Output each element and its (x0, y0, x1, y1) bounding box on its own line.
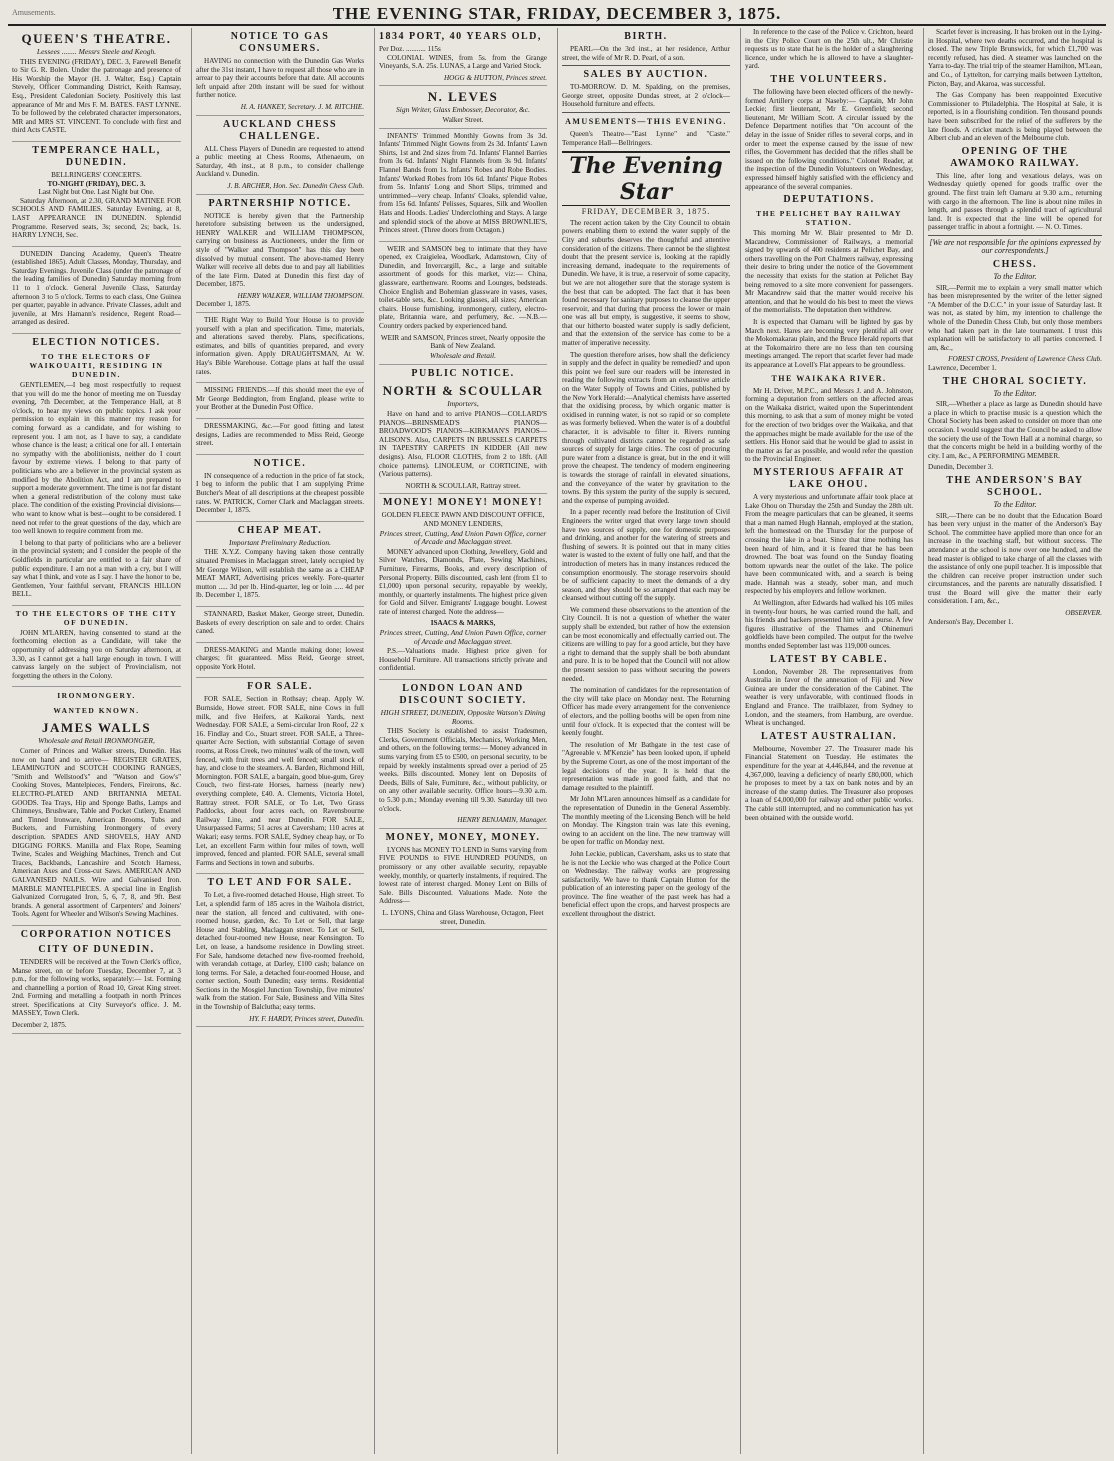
ad-port-wine (379, 31, 547, 86)
pressmaking-body: DRESS-MAKING and Mantle making done; lowest charges; fit guaranteed. Miss Reid, George street, opposite York Hotel. (196, 645, 364, 671)
column-4 (557, 28, 734, 1454)
divider (562, 65, 730, 66)
temperance-body: Saturday Afternoon, at 2.30, GRAND MATINEE FOR SCHOOLS AND FAMILIES. Saturday Evening, at 8, LAST APPEARANCE IN DUNEDIN. Splendid Programme. Reserved seats, 3s; second, 2s; back, 1s. HARRY LYNCH, Sec. (12, 196, 181, 240)
last-night-line: Last Night but One. Last Night but One. (38, 188, 155, 197)
ad-north-scoullar (379, 368, 547, 494)
leader-paragraph-1: The recent action taken by the City Council to obtain powers enabling them to extend the water supply of the City and suburbs deserves the thoughtful and attentive consideration of the citizens. There cannot be the slightest doubt that the present service is, looking at the rapidly increasing demand, inadequate to the requirements of Dunedin. We have, it is true, a reservoir of some capacity, but we are not altogether sure that the storage system is the best that can be adopted. The fact that it has been found necessary for sanitary purposes to cleanse the upper reservoir, and that during that process the lower or main one was all but empty, is suggestive, it seems to show, that our hitherto boasted water supply is sadly deficient, and that the extension of the service has come to be a matter of imperative necessity. (562, 218, 730, 348)
queens-lessee: Lessees ........ Messrs Steele and Keogh. (36, 47, 157, 56)
loan-body: THIS Society is established to assist Tradesmen, Clerks, Government Officials, Mechanics, Working Men, and others, on the following terms:— Money advanced in sums varying from £5 to £500, on personal security, to be repaid by weekly instalments spread over a period of 25 weeks. Bills discounted. Money lent on Deposits of Deeds, Bills of Sale, Furniture, &c., without publicity, or on any other available security. Office hours—9.30 a.m. to 5.30 p.m.; Monday evening till 9.30. Saturday till two o'clock. (379, 727, 547, 813)
ad-for-sale (196, 681, 364, 874)
anderson-heading: THE ANDERSON'S BAY SCHOOL. (946, 474, 1084, 498)
chess-letter-place: Lawrence, December 1. (928, 364, 997, 372)
leader-paragraph-2: The question therefore arises, how shall the deficiency in supply and the defect in quality be remedied? and upon this point we feel sure our readers will be interested in reading the following extracts from an exhaustive article on the Water Supply of Towns and Cities, published by the New York Herald:—Analytical chemists have asserted that the oxidising process, by which organic matter is oxidised in running water, is not so rapid or so complete as was formerly believed. When the water is of a doubtful character, it is advisable to filter it. Rivers running through cultivated districts cannot be regarded as safe sources of supply for large cities. The cost of procuring pure water from a distance is great, but in the end it will prove the cheapest. The tendency of modern engineering is towards the storage of rainfall in elevated situations, and the conveyance of the water by gravitation to the towns. By this system the purity of the supply is secured, and the expense of pumping avoided. (562, 350, 730, 505)
amusements-heading: AMUSEMENTS—THIS EVENING. (565, 116, 727, 126)
pelichet-heading: THE PELICHET BAY RAILWAY STATION. (756, 209, 902, 228)
ad-dancing-academy (12, 250, 181, 334)
valuations: P.S.—Valuations made. Highest price given for Household Furniture. All transactions strictly private and confidential. (379, 647, 547, 673)
ad-to-let (196, 877, 364, 1027)
correspondence-disclaimer: [We are not responsible for the opinions expressed by our correspondents.] (929, 237, 1101, 256)
choral-heading: THE CHORAL SOCIETY. (942, 375, 1088, 387)
column-3 (374, 28, 551, 1454)
ad-cheap-meat (196, 525, 364, 607)
hogg-hutton: HOGG & HUTTON, Princes street. (443, 73, 547, 82)
awamoko-body: This line, after long and vexatious delays, was on Wednesday quietly opened for goods traffic over the ground. The first train left Oamaru at 9.30 a.m., returning with cargo in the afternoon. The line is about nine miles in length, and passes through a splendid tract of agricultural land. It is expected that the line will be opened for passenger traffic in about a fortnight. — N. O. Times. (928, 171, 1102, 232)
port-price: Per Doz. ........... 115s (379, 45, 441, 53)
scarlet-fever-paragraph: Scarlet fever is increasing. It has broken out in the Lying-in Hospital, where two deaths occurred, and the hospital is closed. The new Triple Brunswick, for which £1,700 was recently refused, has died. A steamer was launched on the Yarra to-day. The trial trip of the steamer Hamilton, M'Lean, and Co., of Lyttelton, for carrying mails between Lyttelton, Picton, Bay, and Akaroa, was successful. (928, 28, 1103, 88)
ad-missing-friends (196, 386, 364, 419)
scarlet-fever-paragraph-2: The Gas Company has been reappointed Executive Commissioner to Philadelphia. The Hospital at Sale, it is reported, is in a flourishing condition. Ten thousand pounds have been subscribed for the relief of the sufferers by the late floods. A cricket match is being played between the Albert club and an eleven of the Melbourne club. (928, 91, 1102, 143)
loan-heading: LONDON LOAN AND DISCOUNT SOCIETY. (399, 683, 527, 707)
leader-paragraph-8: John Leckie, publican, Caversham, asks us to state that he is not the Leckie who was charged at the Police Court on Wednesday. The railway works are progressing satisfactorily. We have to thank Captain Hutton for the publication of an interesting paper on the geology of the province. The fine weather of the past week has had a beneficial effect upon the crops, and harvest prospects are excellent throughout the district. (562, 849, 730, 919)
weir-body: WEIR and SAMSON beg to intimate that they have opened, ex Craigielea, Woodlark, Adamstown, City of Dunedin, and Invercargill, &c., a large and suitable assortment of goods for this market, viz:— China, glassware, earthenware. Rooms and Lounges, bedsteads. Choice English and Bohemian glassware in vases, vases, toilet-table sets, &c. Looking glasses, all sizes; American chairs. House furnishing, ironmongery, cutlery, electro-plate, Britannia ware, and perfumery, &c. —N.B.—Country orders packed by experienced hand. (379, 244, 547, 331)
partnership-heading: PARTNERSHIP NOTICE. (208, 197, 352, 209)
ad-dressmaking (196, 422, 364, 455)
marks-name: ISAACS & MARKS, (430, 619, 496, 628)
loan-address: HIGH STREET, DUNEDIN, Opposite Watson's Dining Rooms. (380, 708, 546, 726)
queens-heading: QUEEN'S THEATRE. (21, 31, 172, 46)
walls-body: Corner of Princes and Walker streets, Dunedin. Has now on hand and to arrive— REGISTER GRATES, LEAMINGTON and SCOTCH COOKING RANGES, "Smith and Wellstood's" and "Watson and Gow's" Cooking Stoves, Mantelpieces, Fenders, Fireirons, &c. ELECTRO-PLATED AND BRITANNIA METAL GOODS. Tea Trays, Hip and Sponge Baths, Lamps and Chimneys, Brushware, Table and Pocket Cutlery, Enamel and Tinned Ironware, American Brooms, Tubs and Buckets, and Furnishing Ironmongery of every description. SPADES AND SHOVELS, HAY AND DIGGING FORKS. Manilla and Flax Rope, Seaming Twine, Scales and Weighing Machines, Trench and Cut Traces, Backbands, Lancashire and Scotch Harness, American Axes and Cross-cut Saws. AMERICAN AND GALVANISED NAILS. Wire and Galvanised Iron. MARBLE MANTELPIECES. A special line in English Galvanized Corrugated Iron, 5, 6, 7, 8, and 9ft. Best brands. A general assortment of Carpenters' and Joiners' Tools. Agent for Wheeler and Wilson's Sewing Machines. (12, 747, 181, 919)
gas-signature: H. A. HANKEY, Secretary. J. M. RITCHIE. (240, 102, 364, 111)
let-signature: HY. F. HARDY, Princes street, Dunedin. (249, 1014, 364, 1023)
partnership-body: NOTICE is hereby given that the Partnership heretofore subsisting between us the undersigned, HENRY WALKER and WILLIAM THOMPSON, carrying on business as Auctioneers, under the firm or style of "Walker and Thompson" has this day been dissolved by mutual consent. The above-named Henry Walker will receive all debts due to and pay all liabilities of the late Firm. Dated at Dunedin this first day of December, 1875. (196, 211, 364, 289)
meat-subheading: Important Preliminary Reduction. (229, 537, 331, 547)
ad-partnership (196, 198, 364, 314)
tonight-line: TO-NIGHT (FRIDAY), DEC. 3. (47, 179, 146, 188)
ad-chess-challenge (196, 119, 364, 195)
wanted-known-heading: WANTED KNOWN. (53, 706, 140, 716)
electors-heading: TO THE ELECTORS OF THE CITY OF DUNEDIN. (15, 608, 178, 627)
ad-stannard (196, 610, 364, 643)
ironmongery-heading: IRONMONGERY. (57, 691, 136, 701)
gas-heading: NOTICE TO GAS CONSUMERS. (230, 31, 330, 54)
stannard-body: STANNARD, Basket Maker, George street, Dunedin. Baskets of every description on sale and to order. Chairs caned. (196, 609, 364, 636)
amusements-body: Queen's Theatre—"East Lynne" and "Caste." Temperance Hall—Bellringers. (562, 129, 730, 147)
ad-james-walls (12, 720, 181, 925)
divider (928, 235, 1102, 236)
chess-signature: J. B. ARCHER, Hon. Sec. Dunedin Chess Club. (227, 181, 364, 190)
lyons-signature: L. LYONS, China and Glass Warehouse, Octagon, Fleet street, Dunedin. (382, 908, 544, 926)
ad-london-loan (379, 683, 547, 829)
neves-subheading: Sign Writer, Glass Embosser, Decorator, &c. (396, 105, 530, 115)
choral-body: SIR,—Whether a place as large as Dunedin should have a place in which to practise music is a question which the Choral Society has been asked to consider on more than one occasion. I would suggest that the Council be asked to allow the society the use of the Town Hall at a nominal charge, so that the concerts might be held in a building worthy of the city. I am, &c., A PERFORMING MEMBER. (928, 400, 1102, 460)
marks-address: Princes street, Cutting, And Union Pawn Office, corner of Arcade and Maclaggan street. (379, 628, 547, 646)
birth-heading: BIRTH. (624, 31, 668, 42)
weir-signature: WEIR and SAMSON, Princes street, Nearly opposite the Bank of New Zealand. (380, 333, 546, 351)
pelichet-body: This morning Mr W. Blair presented to Mr D. Macandrew, Commissioner of Railways, a memorial signed by upwards of 400 residents at Pelichet Bay, and others travelling on the Port Chalmers railway, expressing their desire to bring under the notice of the Government the necessity that exists for the station at Pelichet Bay being removed to a site more convenient for passengers. Mr Macandrew said that the matter would receive his attention, and that he would do his best to meet the views of the memorialists. The deputation then withdrew. (745, 229, 913, 315)
masthead (8, 2, 1106, 26)
partnership-date: December 1, 1875. (196, 300, 251, 309)
lenders-title: AND MONEY LENDERS, (423, 519, 503, 528)
weir-subheading: Wholesale and Retail. (429, 350, 497, 360)
let-heading: TO LET AND FOR SALE. (207, 877, 353, 889)
ad-weir-samson (379, 245, 547, 366)
ad-city-electors (12, 609, 181, 688)
mysterious-body: A very mysterious and unfortunate affair took place at Lake Ohou on Thursday the 25th and Sunday the 28th ult. From the meagre particulars that can be gleaned, it seems that a man named Hugh Hannah, employed at the station, left the homestead on the Thursday for the purpose of crossing the lake in a boat. Since that time nothing has been heard of him, and it is feared that he has been drowned. The boat was found on the Sunday floating bottom upwards near the outlet of the lake. The police have been communicated with, and a search is being made. Hannah was a steady, sober man, and much respected by his employers and fellow workmen. (745, 492, 913, 596)
walls-heading: JAMES WALLS (41, 720, 152, 736)
city-body: TENDERS will be received at the Town Clerk's office, Manse street, on or before Tuesday, December 7, at 3 p.m., for the following works, separately:— 1st. Forming and channelling a portion of Road 10, Great King street. 2nd. Forming and metalling a footpath in north Princes street. Specifications at City Surveyor's office. J. M. MASSEY, Town Clerk. (12, 957, 181, 1018)
ad-city-tenders (12, 944, 181, 1034)
missing-body: MISSING FRIENDS.—If this should meet the eye of Mr George Beddington, from England, please write to your Brother at the Dunedin Post Office. (196, 386, 364, 412)
ad-infants (379, 132, 547, 242)
ad-gas-consumers (196, 31, 364, 116)
bellringers-title: BELLRINGERS' CONCERTS. (51, 170, 142, 179)
chess-body: ALL Chess Players of Dunedin are requested to attend a public meeting at Chess Rooms, Athenaeum, on Saturday, 4th inst., at 8 p.m., to consider challenge Auckland v. Dunedin. (196, 144, 364, 179)
neves-address: Walker Street. (442, 115, 484, 124)
anderson-body: SIR,—There can be no doubt that the Education Board has been very unjust in the matter of the Anderson's Bay School. The committee have applied more than once for an increase in the teaching staff, but without success. The attendance at the school is now over one hundred, and the head master is obliged to take charge of all the classes with the assistance of only one pupil teacher. It is impossible that the children can receive proper instruction under such circumstances, and the parents are naturally dissatisfied. I trust the Board will give the matter their early consideration. I am, &c., (928, 511, 1102, 606)
fleece-title: GOLDEN FLEECE PAWN AND DISCOUNT OFFICE, (381, 511, 545, 520)
australian-heading: LATEST AUSTRALIAN. (760, 730, 898, 742)
auction-heading: SALES BY AUCTION. (583, 69, 709, 81)
ad-lyons (379, 832, 547, 930)
waikaka-body: Mr H. Driver, M.P.C., and Messrs J. and A. Johnston, forming a deputation from settlers on the affected areas on the Waikaka district, waited upon the Superintendent this morning, to ask that a sum of money might be voted for the erection of two bridges over the Waikaka, and that the approaches might be made available for the use of the settlers. His Honor said that he would be glad to assist in the matter as far as possible, and would refer the question to the Provincial Engineer. (745, 386, 913, 464)
anderson-to: To the Editor. (993, 499, 1037, 509)
leader-paragraph-5: The nomination of candidates for the representation of the city will take place on Monday next. The Returning Officer has made every arrangement for the convenience of electors, and the polling booths will be open from nine until four o'clock. It is expected that the contest will be keenly fought. (562, 686, 730, 738)
temperance-heading: TEMPERANCE HALL, DUNEDIN. (32, 144, 161, 168)
oamaru-paragraph: It is expected that Oamaru will be lighted by gas by March next. Hares are becoming very plentiful all over the Mokomakarau plain, and the Bruce Herald reports that at the Tokomairiro there are no less than ten coursing meetings arranged. The report that scarlet fever had made its appearance at Lovell's Flat appears to be groundless. (745, 318, 913, 369)
meat-heading: CHEAP MEAT. (237, 524, 323, 536)
leader-paragraph-7: Mr John M'Laren announces himself as a candidate for the representation of Dunedin in the General Assembly. The monthly meeting of the Licensing Bench will be held on Monday. The Kingston train was late this evening, owing to an accident on the line. The new tramway will be open for traffic on Monday next. (562, 795, 730, 847)
ad-neves (379, 89, 547, 128)
corporation-heading: CORPORATION NOTICES (20, 928, 173, 940)
house-body: THE Right Way to Build Your House is to provide yourself with a plan and specification. Time, materials, and alterations saved thereby. Plans, specifications, estimates, and bills of quantities prepared, and every information given. Apply DRAUGHTSMAN, At W. Hay's Bible Warehouse. Cottage plans at half the usual rates. (196, 316, 364, 376)
volunteers-body: The following have been elected officers of the newly-formed Artillery corps at Naseby:— Captain, Mr John Leckie; first lieutenant, Mr E. Greenfield; second lieutenant, Mr William Scott. A circular issued by the Defence Department notifies that "On account of the delay in the issue of Snider rifles to several corps, and in order to meet the expense caused by the issue of new rifles, the Government has decided that the rifles shall be issued on the following conditions." Colonel Reader, at the inspection of the Dunedin Volunteers on Wednesday, expressed himself highly satisfied with the efficiency and appearance of the several companies. (745, 87, 913, 191)
masthead-section: Amusements. (12, 8, 56, 17)
port-body: COLONIAL WINES, from 5s. from the Grange Vineyards, S.A. 25s. LUNAS, a Large and Varied Stock. (379, 53, 547, 71)
neves-heading: N. LEVES (427, 89, 499, 105)
deputations-heading: DEPUTATIONS. (783, 194, 875, 206)
choral-place: Dunedin, December 3. (928, 463, 994, 472)
ad-pressmaking (196, 646, 364, 679)
scoullar-heading: NORTH & SCOULLAR (382, 383, 544, 399)
money-heading: MONEY! MONEY! MONEY! (383, 497, 543, 509)
dressmaking-body: DRESSMAKING, &c.—For good fitting and latest designs, Ladies are recommended to Miss Reid, George street. (196, 422, 364, 448)
mysterious-body-2: At Wellington, after Edwards had walked his 105 miles in twenty-four hours, he was carried round the hall, and his friends and backers presented him with a purse. A few figures illustrative of the Thames and Ohinemuri goldfields have been compiled. The output for the twelve months ended September last was 119,000 ounces. (745, 599, 913, 651)
city-date: December 2, 1875. (12, 1021, 67, 1030)
public-notice-heading: PUBLIC NOTICE. (411, 368, 515, 380)
chess-letter-signature: FOREST CROSS, President of Lawrence Chess Club. (948, 355, 1102, 364)
reference-paragraph: In reference to the case of the Police v. Crichton, heard in the City Police Court on the 25th ult., Mr Christie requests us to state that he is the holder of a slaughtering licence, under which he is allowed to have a slaughter-yard. (745, 28, 913, 71)
ad-golden-fleece (379, 497, 547, 680)
column-1 (8, 28, 185, 1454)
chess-heading: AUCKLAND CHESS CHALLENGE. (222, 118, 338, 142)
electors-body: JOHN M'LAREN, having consented to stand at the forthcoming election as a Candidate, will take the opportunity of addressing you on Saturday afternoon, at 3.30, as I cannot get a hall large enough in town. I will canvass largely on the subject of Provincialism, not forgetting the others in the Colony. (12, 628, 181, 680)
ad-temperance-hall (12, 145, 181, 247)
column-5 (740, 28, 917, 1454)
waikouaiti-heading: TO THE ELECTORS OF WAIKOUAITI, RESIDING IN DUNEDIN. (29, 352, 164, 380)
dateline: FRIDAY, DECEMBER 3, 1875. (581, 207, 711, 217)
city-heading: CITY OF DUNEDIN. (38, 943, 155, 955)
ad-waikouaiti-electors (12, 352, 181, 606)
meat-body: THE X.Y.Z. Company having taken those centrally situated Premises in Maclaggan street, lately occupied by Mr George Wilson, will establish the same as a CHEAP MEAT MART, Advertising prices weekly. Fore-quarter mutton ..... 3d per lb. Hind-quarter, leg or loin ..... 4d per lb. December 1, 1875. (196, 548, 364, 600)
waikouaiti-body-2: I belong to that party of politicians who are a believer in the provincial system; and I consider the people of the Goldfields in particular are entitled to a fair share of public expenditure. I am not a man with a cry, but I will say what I think, and vote as I say. I have the honor to be, Gentlemen, Your faithful servant, FRANCIS HILLON BELL. (12, 538, 181, 599)
cable-body: London, November 28. The representatives from Australia in favor of the annexation of Fiji and New Guinea are under the consideration of the Cabinet. The weather is very unfavorable, with continued floods in England and France. The trailblazer, from Sydney to London, and the steamers, from Hamburg, are overdue. Wheat is unchanged. (745, 667, 913, 728)
cable-heading: LATEST BY CABLE. (769, 653, 888, 665)
column-2 (191, 28, 368, 1454)
leader-paragraph-6: The resolution of Mr Bathgate in the test case of "Agreeable v. M'Kenzie" has been looked upon, if upheld by the Supreme Court, as one of the most important of the legal decisions of the year. It is held that the representation was made in good faith, and that no damage resulted to the plaintiff. (562, 740, 730, 792)
notice-heading: NOTICE. (253, 457, 307, 469)
australian-body: Melbourne, November 27. The Treasurer made his Financial Statement on Tuesday. He estimates the expenditure for the year at 4,446,844, and the revenue at 4,367,000, leaving a deficiency of nearly £80,000, which he proposes to meet by a tax on bank notes and by an increase of the stamp duties. The Treasurer also proposes a loan of £4,000,000 for railway and other public works. The cable still interrupted, and no communication has yet been obtained with the outside world. (745, 744, 913, 822)
sale-items: FOR SALE, Section in Rothsay; cheap. Apply W. Burnside, Howe street. FOR SALE, nine Cows in full milk, and five Heifers, at Kaikorai Yards, next Wednesday. FOR SALE, a Semi-circular Iron Roof, 22 x 16. Findlay and Co., Stuart street. FOR SALE, a Three-quarter Acre Section, with substantial Cottage of seven rooms, at Ross Creek, two minutes' walk of the town, well fenced, with fruit trees and well fenced; small stock of hay, and close to the steamers. A. Barden, Richmond Hill, Mornington. FOR SALE, a bargain, good blue-gum, Grey Couch, two first-rate Horses, harness (nearly new) everything complete, £40. A. Clements, Victoria Hotel, Rattray street. FOR SALE, or To Let, Two Grass Paddocks, about four acres each, on Ravensbourne Railway Line, and near Dunedin. FOR SALE, Unsurpassed Farms; 51 acres at Caversham; 110 acres at Wakari; easy terms. FOR SALE, Sydney cheap hay, or To Let, an excellent Farm within four miles of town, well improved, fenced and planted. FOR SALE, several small Farms and Sections in town and suburbs. (196, 695, 364, 867)
loan-signature: HENRY BENJAMIN, Manager. (457, 816, 547, 825)
election-notices-heading: ELECTION NOTICES. (32, 337, 161, 349)
money-body: MONEY advanced upon Clothing, Jewellery, Gold and Silver Watches, Diamonds, Plate, Sewing Machines, Furniture, Firearms, Books, and every description of Personal Property. Bills discounted, cash lent (from £1 to £1,000) upon personal security, repayable by weekly, monthly, or quarterly instalments. The highest price given for Gold and Silver. Emigrants' Luggage bought. Lowest rate of interest charged. Note the address— (379, 547, 547, 616)
sale-heading: FOR SALE. (247, 681, 313, 693)
let-body: To Let, a five-roomed detached House, High street. To Let, a splendid farm of 185 acres in the Waihola district, near the station, all fenced and cultivated, with one-roomed house, garden, &c. To Let or Sell, that large House and Stabling, Maclaggan street. To Let or Sell, detached four-roomed new House, near Kensington. To Let, on lease, a handsome residence in Dowling street. For Sale, handsome detached new five-roomed freehold, with verandah cottage, at Darley, £100 cash; balance on long terms. For Sale, a detached four-roomed House, and corner section, South Dunedin; easy terms. Residential Sections in the Mosgiel Junction Township, five minutes' walk from the station. For Sale, Business and Villa Sites in the Township of Balclutha; easy terms. (196, 891, 364, 1012)
masthead-title: THE EVENING STAR, FRIDAY, DECEMBER 3, 1875. (332, 4, 782, 23)
chess-letter-to: To the Editor. (993, 272, 1037, 282)
birth-body: PEARL—On the 3rd inst., at her residence, Arthur street, the wife of Mr R. D. Pearl, of a son. (562, 45, 730, 62)
infants-body: INFANTS' Trimmed Monthly Gowns from 3s 3d. Infants' Trimmed Night Gowns from 2s 3d. Infants' Lawn Shirts, 1st and 2nd sizes from 7d. Infants' Flannel Barries from 3s 6d. Infants' Night Flannels from 3s 9d. Infants' Flannel Bands from 1s. Infants' Robes and Robe Bodies. Infants' Worked Robes from 10s 6d. Infants' Pique Robes from 5s. Infants' Long and Short Slips, trimmed and untrimmed—very cheap. Infants' Cloaks, splendid value, from 15s 6d. Infants' Pelisses, Squares, Silk and Woollen Hats and Hoods. Ladies' Underclothing and Stays. A large and splendid stock of the above at MISS BROWNLIE'S, Princes street. (Three doors from Octagon.) (379, 131, 547, 235)
column-6 (923, 28, 1106, 1454)
divider (562, 112, 730, 113)
partnership-signature: HENRY WALKER, WILLIAM THOMPSON. (237, 291, 364, 300)
waikouaiti-body: GENTLEMEN,—I beg most respectfully to request that you will do me the honor of meeting me on Tuesday evening, 7th December, at the Temperance Hall, at 8 o'clock, to hear my views on public topics. I ask your permission to explain in this manner my reason for coming forward as a candidate, and for wishing to represent you. I am not, as I have to say, a candidate whose chance is the least; a critical one for all. I entertain no sympathy with the abolitionists, neither do I court favour by extreme views. I belong to that party of politicians who are a believer in the provincial system as modified by the Abolition Act, and I am prepared to support a moderate government. The time is not far distant when a general redistribution of the colony must take place. The condition of the existing Provincial divisions—who want to know what is best—ought to be considered. I need not refer to the great questions of the day, which are too well known to require comment from me. (12, 381, 181, 536)
ad-notice (196, 458, 364, 522)
mysterious-heading: MYSTERIOUS AFFAIR AT LAKE OHOU. (753, 466, 905, 490)
leader-paragraph-3: In a paper recently read before the Institution of Civil Engineers the writer urged that every large town should have two sources of supply, one for domestic purposes and drinking, and another for the watering of streets and flushing of sewers. It is pointed out that in many cities water is wasted to the extent of fully one half, and that the introduction of meters has in many instances reduced the consumption enormously. The storage reservoirs should be of sufficient capacity to meet the demands of a dry season, and they should be so arranged that each may be cleansed without cutting off the supply. (562, 508, 730, 603)
scoullar-subheading: Importers, (447, 399, 479, 409)
gas-body: HAVING no connection with the Dunedin Gas Works after the 31st instant, I have to request all those who are in arrear to pay their accounts before that date. All accounts left unpaid after 20th instant will be sued for without further notice. (196, 57, 364, 100)
scoullar-body: Have on hand and to arrive PIANOS—COLLARD'S PIANOS—BRINSMEAD'S PIANOS—BROADWOOD'S PIANOS—KIRKMAN'S PIANOS—ALISON'S. Also, CARPETS IN BRUSSELS CARPETS IN TAPESTRY CARPETS IN KIDDER (All new designs). Also, FLOOR CLOTHS, from 2 to 18ft. (All choice patterns). LINOLEUM, or CORTICINE, with (Various patterns). (379, 410, 547, 479)
choral-to: To the Editor. (993, 388, 1037, 398)
queens-body: THIS EVENING (FRIDAY), DEC. 3, Farewell Benefit to Sir G. R. Bolen. Under the patronage and presence of His Worship the Mayor (H. J. Walter, Esq.) Captain Stevely, Officer Commanding District, Keith Ramsay, Esq., President Caledonian Society. Positively this last appearance of Mr and Mrs F. M. BATES. FAST LYNNE. To be followed by the celebrated character impersonators, MR and MRS ST. VINCENT. To conclude with first and third Acts CASTE. (12, 57, 181, 135)
waikaka-heading: THE WAIKAKA RIVER. (771, 373, 887, 383)
scoullar-signature: NORTH & SCOULLAR, Rattray street. (405, 481, 521, 490)
lyons-heading: MONEY, MONEY, MONEY. (385, 831, 541, 843)
chess-letter-heading: CHESS. (992, 259, 1038, 271)
notice-body: IN consequence of a reduction in the price of fat stock, I beg to inform the public that I am supplying Prime Butcher's Meat of all descriptions at the cheapest possible rates. W. PATRICK, Corner Clark and Maclaggan streets. December 1, 1875. (196, 471, 364, 515)
fleece-address: Princes street, Cutting, And Union Pawn Office, corner of Arcade and Maclaggan street. (379, 528, 547, 547)
auction-body: TO-MORROW. D. M. Spalding, on the premises, George street, opposite Dundas street, at 2 o'clock—Household furniture and effects. (562, 83, 730, 109)
volunteers-heading: THE VOLUNTEERS. (770, 73, 888, 85)
port-heading: 1834 PORT, 40 YEARS OLD, (379, 31, 542, 42)
chess-letter-body: SIR,—Permit me to explain a very small matter which has been misrepresented by the writer of the letter signed "A Member of the D.C.C." in your issue of Saturday last. It was not, as stated by him, my intention to challenge the whole of the Dunedin Chess Club, but only those members who had taken part in the late tournament. I trust this explanation will be satisfactory to all parties concerned. I am, &c., (928, 283, 1102, 352)
ad-queens-theatre (12, 31, 181, 142)
walls-subheading: Wholesale and Retail IRONMONGER, (38, 736, 155, 746)
leader-paragraph-4: We commend these observations to the attention of the City Council. It is not a question of whether the water supply shall be extended, but rather of how the extension can be most economically and effectually carried out. The citizens are willing to pay for a good article, but they have a right to demand that the supply shall be both abundant and pure. It is to be hoped that the Council will not allow the present session to pass without securing the powers needed. (562, 605, 730, 683)
anderson-place: Anderson's Bay, December 1. (928, 617, 1014, 626)
anderson-signature: OBSERVER. (1065, 609, 1102, 618)
awamoko-heading: OPENING OF THE AWAMOKO RAILWAY. (950, 145, 1080, 169)
ad-build-house (196, 316, 364, 383)
newspaper-flag: The Evening Star (562, 151, 730, 206)
lyons-body: LYONS has MONEY TO LEND in Sums varying from FIVE POUNDS to FIVE HUNDRED POUNDS, on promissory or any other available security, repayable weekly, monthly, or quarterly instalments, if required. The lowest rate of interest charged. Money Lent on Bills of Sale. Bills Discounted. Valuations Made. Note the Address— (379, 845, 547, 906)
dancing-body: DUNEDIN Dancing Academy, Queen's Theatre (established 1865). Adult Classes, Monday, Thursday, and Saturday Evenings. Juvenile Class (under the patronage of the leading families of Dunedin) Saturday morning from 11 to 1 o'clock. General Juvenile Class, Saturday afternoon 3 to 5 o'clock. Terms to each class, One Guinea per quarter, payable in advance. Private Classes, adult and juvenile, at Mrs Hamann's residence, Regent Road—arranged as desired. (12, 249, 181, 327)
